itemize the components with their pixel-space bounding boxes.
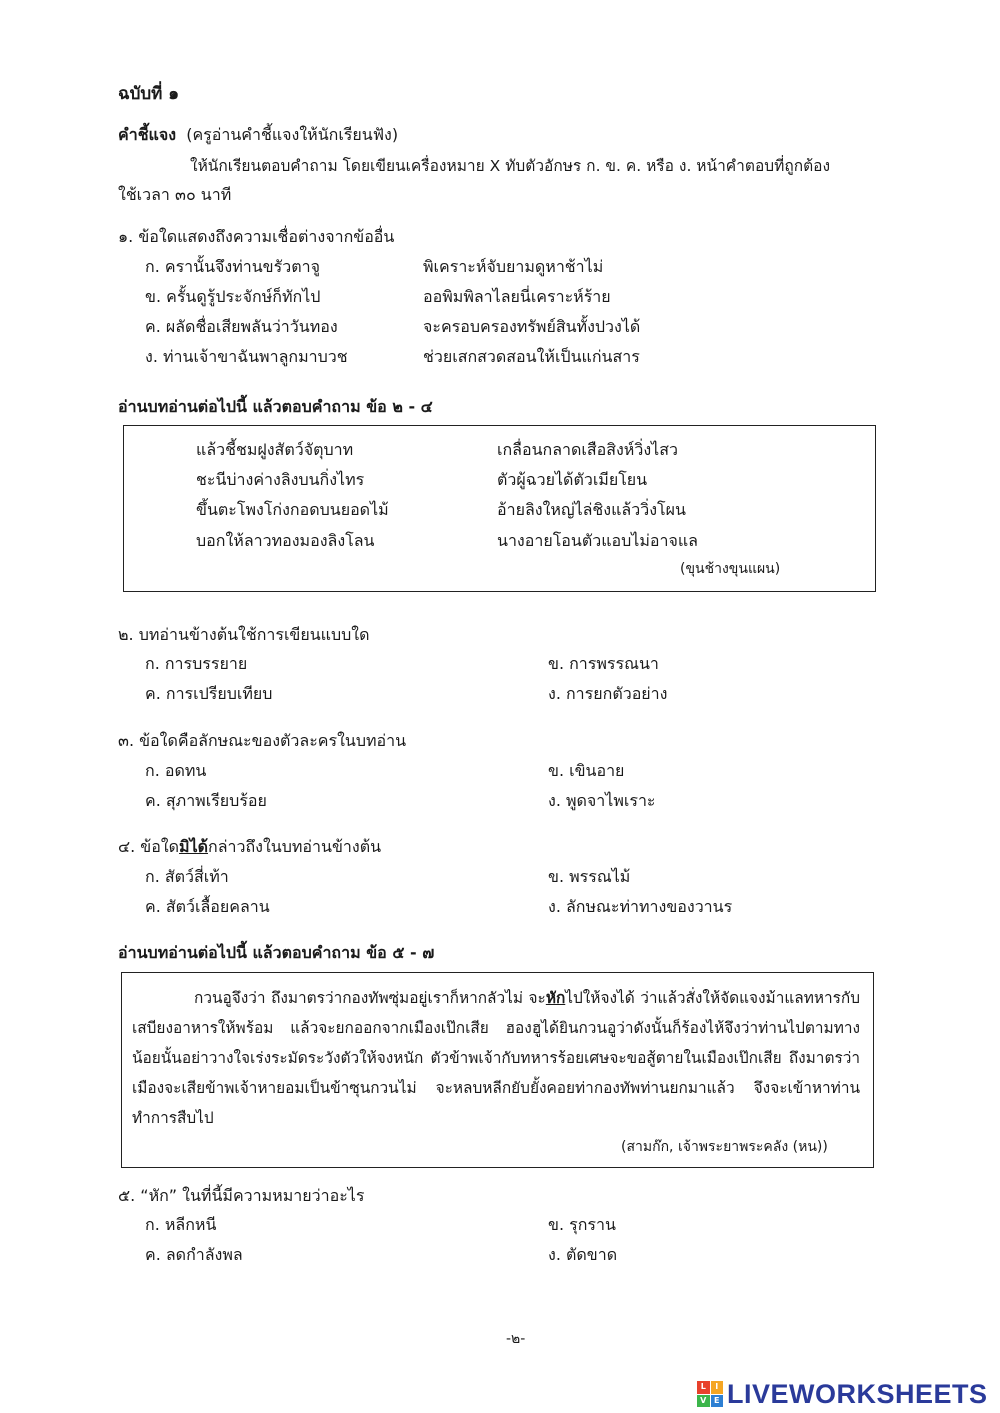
poem-line-3-right: อ้ายลิงใหญ่ไล่ชิงแล้ววิ่งโผน (497, 500, 686, 519)
question-1: ๑. ข้อใดแสดงถึงความเชื่อต่างจากข้ออื่น (118, 227, 395, 246)
q1-option-c-left[interactable]: ค. ผลัดชื่อเสียพลันว่าวันทอง (145, 317, 338, 336)
q2-option-c[interactable]: ค. การเปรียบเทียบ (145, 684, 273, 703)
passage-1-credit: (ขุนช้างขุนแผน) (680, 561, 781, 577)
q1-option-c-right: จะครอบครองทรัพย์สินทั้งปวงได้ (423, 317, 641, 336)
q4-option-c[interactable]: ค. สัตว์เลื้อยคลาน (145, 897, 270, 916)
question-4-prefix: ๔. ข้อใด (118, 837, 180, 856)
q1-option-b-right: ออพิมพิลาไลยนี่เคราะห์ร้าย (423, 287, 611, 306)
q5-option-c[interactable]: ค. ลดกำลังพล (145, 1245, 243, 1264)
instructions-note: (ครูอ่านคำชี้แจงให้นักเรียนฟัง) (186, 125, 399, 144)
logo-badge-icon (697, 1381, 723, 1407)
q5-option-a[interactable]: ก. หลีกหนี (145, 1215, 217, 1234)
q5-option-d[interactable]: ง. ตัดขาด (548, 1245, 618, 1264)
page-title: ฉบับที่ ๑ (118, 84, 180, 104)
poem-line-1-left: แล้วชี้ชมฝูงสัตว์จัตุบาท (196, 440, 354, 459)
poem-line-4-right: นางอายโอนตัวแอบไม่อาจแล (497, 531, 698, 550)
instructions-heading (118, 123, 398, 148)
instructions-line-2: ใช้เวลา ๓๐ นาที (118, 185, 232, 204)
passage-2-text (132, 983, 860, 1133)
question-3: ๓. ข้อใดคือลักษณะของตัวละครในบทอ่าน (118, 731, 407, 750)
question-4-suffix: กล่าวถึงในบทอ่านข้างต้น (208, 837, 382, 856)
q4-option-a[interactable]: ก. สัตว์สี่เท้า (145, 867, 229, 886)
logo-badge-letter: I (711, 1381, 724, 1394)
q4-option-d[interactable]: ง. ลักษณะท่าทางของวานร (548, 897, 733, 916)
poem-line-2-right: ตัวผู้ฉวยได้ตัวเมียโยน (497, 470, 648, 489)
liveworksheets-logo[interactable] (697, 1380, 988, 1408)
logo-text: LIVEWORKSHEETS (727, 1378, 988, 1409)
q5-option-b[interactable]: ข. รุกราน (548, 1215, 616, 1234)
poem-line-1-right: เกลื่อนกลาดเสือสิงห์วิ่งไสว (497, 440, 678, 459)
q1-option-b-left[interactable]: ข. ครั้นดูรู้ประจักษ์ก็ทักไป (145, 287, 321, 306)
passage-2-text-before: กวนอูจึงว่า ถึงมาตรว่ากองทัพซุ่มอยู่เราก็หากลัวไม่ จะ (194, 989, 546, 1007)
passage-2-heading: อ่านบทอ่านต่อไปนี้ แล้วตอบคำถาม ข้อ ๕ - ๗ (118, 943, 435, 962)
q1-option-d-right: ช่วยเสกสวดสอนให้เป็นแก่นสาร (423, 347, 640, 366)
poem-line-2-left: ชะนีบ่างค่างลิงบนกิ่งไทร (196, 470, 365, 489)
q2-option-d[interactable]: ง. การยกตัวอย่าง (548, 684, 668, 703)
logo-badge-letter: L (697, 1381, 710, 1394)
passage-2-credit: (สามก๊ก, เจ้าพระยาพระคลัง (หน)) (621, 1139, 828, 1155)
question-2: ๒. บทอ่านข้างต้นใช้การเขียนแบบใด (118, 625, 370, 644)
instructions-label: คำชี้แจง (118, 125, 177, 144)
logo-badge-letter: V (697, 1395, 710, 1408)
q1-option-a-right: พิเคราะห์จับยามดูหาช้าไม่ (423, 257, 604, 276)
logo-badge-letter: E (711, 1395, 724, 1408)
q4-option-b[interactable]: ข. พรรณไม้ (548, 867, 631, 886)
poem-line-4-left: บอกให้ลาวทองมองลิงโลน (196, 531, 375, 550)
page-number: -๒- (506, 1331, 526, 1347)
q1-option-d-left[interactable]: ง. ท่านเจ้าขาฉันพาลูกมาบวช (145, 347, 348, 366)
poem-line-3-left: ขึ้นตะโพงโก่งกอดบนยอดไม้ (196, 500, 389, 519)
passage-1-heading: อ่านบทอ่านต่อไปนี้ แล้วตอบคำถาม ข้อ ๒ - ๔ (118, 397, 433, 416)
question-4-emphasis: มิได้ (179, 837, 209, 856)
q3-option-d[interactable]: ง. พูดจาไพเราะ (548, 791, 656, 810)
question-5: ๕. “หัก” ในที่นี้มีความหมายว่าอะไร (118, 1186, 365, 1205)
q3-option-a[interactable]: ก. อดทน (145, 761, 207, 780)
q3-option-c[interactable]: ค. สุภาพเรียบร้อย (145, 791, 267, 810)
passage-2-text-after: ไปให้จงได้ ว่าแล้วสั่งให้จัดแจงม้าแลทหารกับเสบียงอาหารให้พร้อม แล้วจะยกออกจากเมืองเป๊กเสีย ฮองฮูได้ยินกวนอูว่าดังนั้นก็ร้องไห้จึงว่าท่านไปตามทางน้อยนั้นอย่าวางใจเร่งระมัดระวังตัวให้จงหนัก ตัวข้าพเจ้ากับทหารร้อยเศษจะขอสู้ตายในเมืองเป๊กเสีย ถึงมาตรว่าเมืองจะเสียข้าพเจ้าหายอมเป็นข้าซุนกวนไม่ จะหลบหลีกยับยั้งคอยท่ากองทัพท่านยกมาแล้ว จึงจะเข้าหาท่านทำการสืบไป (132, 989, 860, 1127)
q2-option-b[interactable]: ข. การพรรณนา (548, 654, 659, 673)
q3-option-b[interactable]: ข. เขินอาย (548, 761, 625, 780)
q2-option-a[interactable]: ก. การบรรยาย (145, 654, 248, 673)
passage-2-keyword: หัก (545, 989, 566, 1007)
instructions-line-1: ให้นักเรียนตอบคำถาม โดยเขียนเครื่องหมาย X ทับตัวอักษร ก. ข. ค. หรือ ง. หน้าคำตอบที่ถูกต้อง (190, 157, 831, 175)
q1-option-a-left[interactable]: ก. ครานั้นจึงท่านขรัวตาจู (145, 257, 320, 276)
question-4 (118, 835, 381, 860)
